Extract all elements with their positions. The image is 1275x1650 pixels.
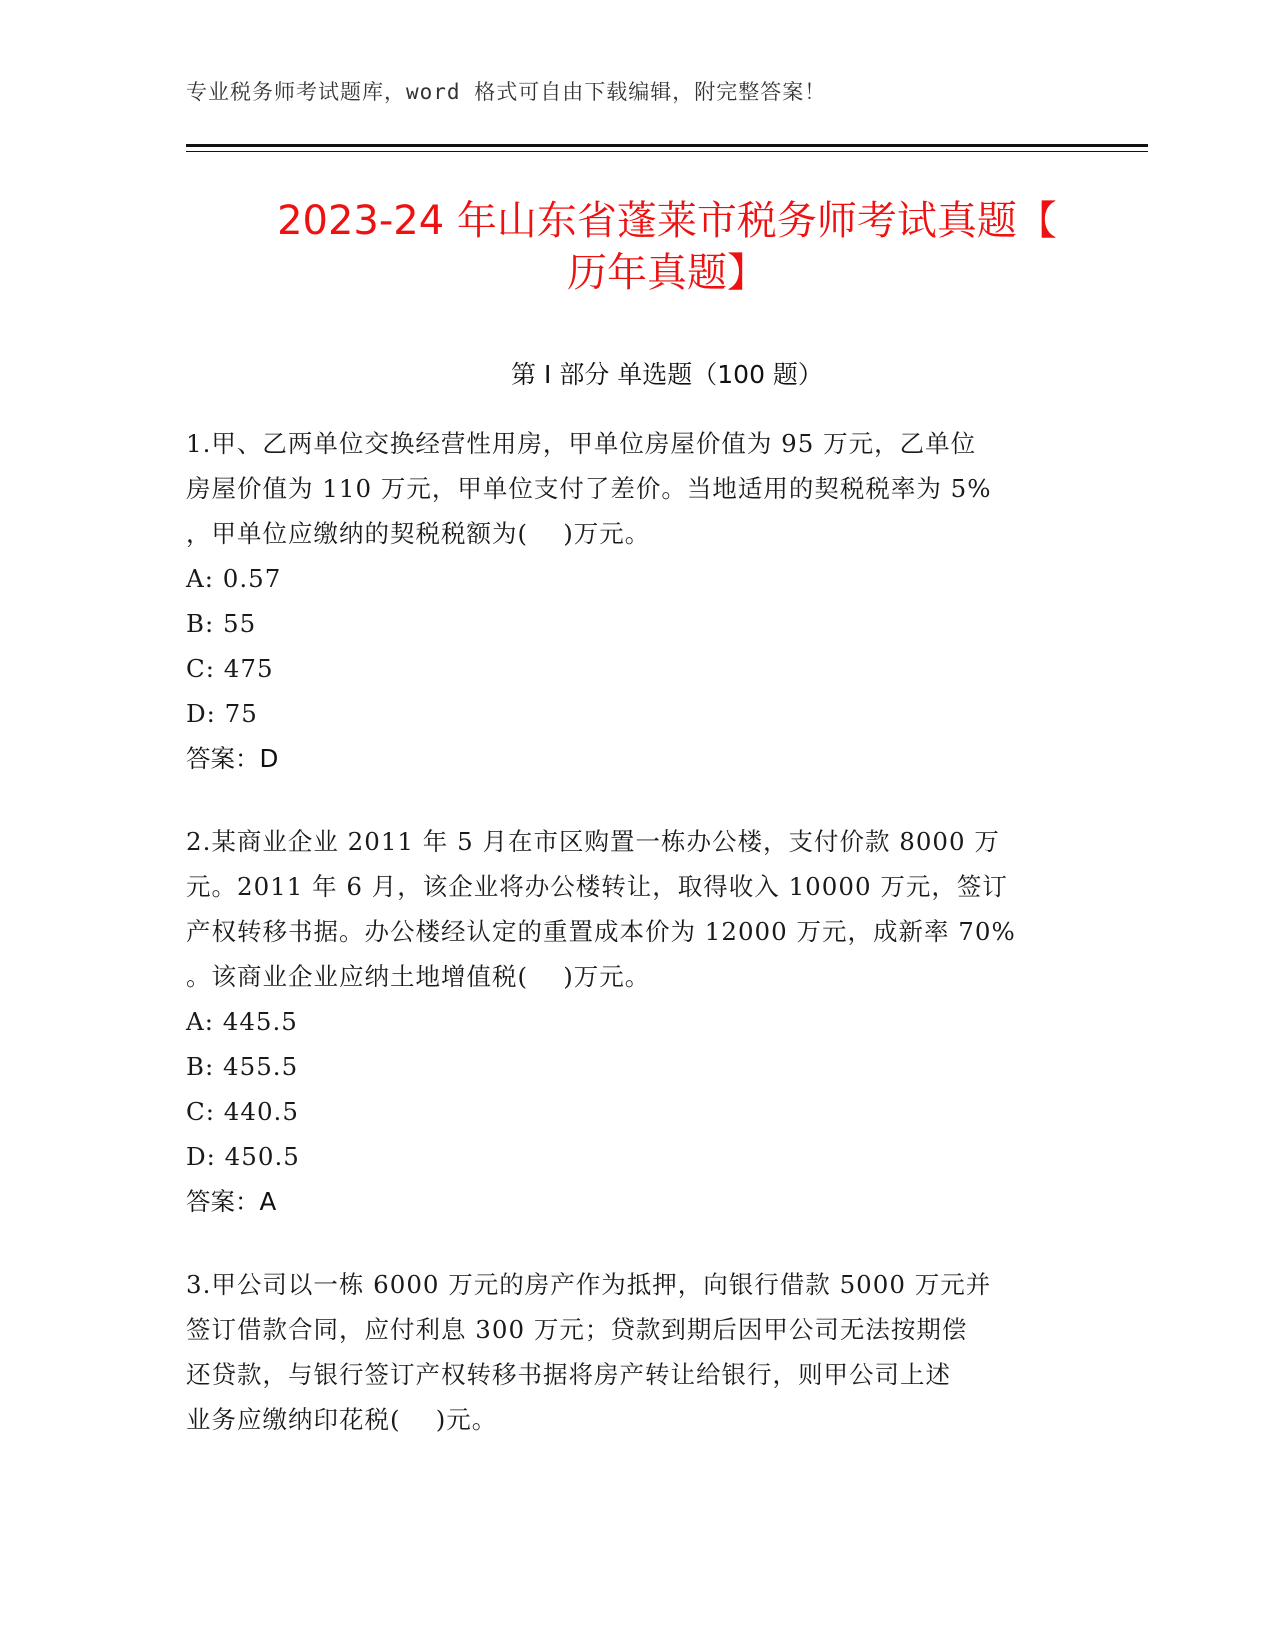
question-1-option-d: D: 75 xyxy=(186,699,258,728)
question-1-stem-line-3: ，甲单位应缴纳的契税税额为( )万元。 xyxy=(186,519,651,548)
document-title-line-2: 历年真题】 xyxy=(567,250,767,296)
question-2-stem-line-2: 元。2011 年 6 月，该企业将办公楼转让，取得收入 10000 万元，签订 xyxy=(186,872,1008,901)
question-1-answer: 答案：D xyxy=(186,744,279,773)
question-2-option-b: B: 455.5 xyxy=(186,1052,299,1081)
header-rule-thick xyxy=(186,144,1148,147)
question-3-stem-line-1: 3.甲公司以一栋 6000 万元的房产作为抵押，向银行借款 5000 万元并 xyxy=(186,1270,992,1299)
question-3-stem-line-4: 业务应缴纳印花税( )元。 xyxy=(186,1405,498,1434)
question-3-stem-line-3: 还贷款，与银行签订产权转移书据将房产转让给银行，则甲公司上述 xyxy=(186,1360,951,1389)
section-title: 第 I 部分 单选题（100 题） xyxy=(511,360,823,389)
question-1 xyxy=(186,421,1066,781)
question-2-option-c: C: 440.5 xyxy=(186,1097,299,1126)
question-2-stem-line-4: 。该商业企业应纳土地增值税( )万元。 xyxy=(186,962,651,991)
question-2 xyxy=(186,819,1066,1224)
question-1-option-c: C: 475 xyxy=(186,654,274,683)
question-3 xyxy=(186,1262,1066,1442)
header-note: 专业税务师考试题库，word 格式可自由下载编辑，附完整答案！ xyxy=(186,80,827,104)
question-1-option-b: B: 55 xyxy=(186,609,257,638)
header-rule-thin xyxy=(186,151,1148,152)
question-2-stem-line-3: 产权转移书据。办公楼经认定的重置成本价为 12000 万元，成新率 70% xyxy=(186,917,1016,946)
document-title-line-1: 2023-24 年山东省蓬莱市税务师考试真题【 xyxy=(277,198,1057,244)
question-2-answer: 答案：A xyxy=(186,1187,277,1216)
document-title xyxy=(186,195,1148,299)
question-2-option-a: A: 445.5 xyxy=(186,1007,298,1036)
question-1-stem-line-2: 房屋价值为 110 万元，甲单位支付了差价。当地适用的契税税率为 5% xyxy=(186,474,992,503)
question-1-stem-line-1: 1.甲、乙两单位交换经营性用房，甲单位房屋价值为 95 万元，乙单位 xyxy=(186,429,977,458)
question-1-option-a: A: 0.57 xyxy=(186,564,282,593)
question-2-stem-line-1: 2.某商业企业 2011 年 5 月在市区购置一栋办公楼，支付价款 8000 万 xyxy=(186,827,1000,856)
question-3-stem-line-2: 签订借款合同，应付利息 300 万元；贷款到期后因甲公司无法按期偿 xyxy=(186,1315,968,1344)
question-2-option-d: D: 450.5 xyxy=(186,1142,300,1171)
